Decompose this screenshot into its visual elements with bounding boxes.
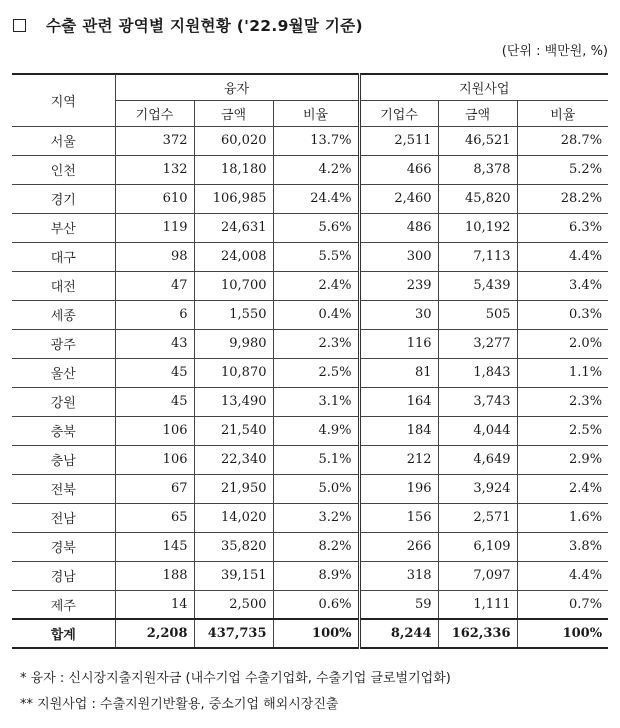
cell-support-ratio: 1.6% xyxy=(517,503,608,532)
table-row xyxy=(12,155,608,184)
cell-loan-amount: 14,020 xyxy=(194,503,273,532)
cell-support-count: 116 xyxy=(359,329,438,358)
cell-loan-amount: 106,985 xyxy=(194,184,273,213)
cell-support-ratio: 28.2% xyxy=(517,184,608,213)
cell-support-count: 30 xyxy=(359,300,438,329)
cell-loan-ratio: 2.4% xyxy=(273,271,359,300)
total-loan-ratio: 100% xyxy=(273,619,359,648)
table-row xyxy=(12,416,608,445)
unit-note: (단위 : 백만원, %) xyxy=(501,44,608,59)
cell-loan-amount: 21,950 xyxy=(194,474,273,503)
cell-loan-ratio: 5.6% xyxy=(273,213,359,242)
cell-support-amount: 7,097 xyxy=(438,561,517,590)
cell-support-amount: 1,843 xyxy=(438,358,517,387)
table-row xyxy=(12,300,608,329)
footnotes xyxy=(20,666,451,718)
cell-loan-amount: 2,500 xyxy=(194,590,273,619)
cell-support-count: 212 xyxy=(359,445,438,474)
cell-support-amount: 505 xyxy=(438,300,517,329)
cell-loan-amount: 22,340 xyxy=(194,445,273,474)
total-support-amount: 162,336 xyxy=(438,619,517,648)
cell-loan-amount: 1,550 xyxy=(194,300,273,329)
cell-support-amount: 4,044 xyxy=(438,416,517,445)
cell-loan-ratio: 4.2% xyxy=(273,155,359,184)
cell-loan-ratio: 8.2% xyxy=(273,532,359,561)
cell-loan-count: 188 xyxy=(115,561,194,590)
header-group-loan: 융자 xyxy=(115,74,359,100)
cell-loan-count: 372 xyxy=(115,126,194,155)
total-loan-count: 2,208 xyxy=(115,619,194,648)
cell-region: 서울 xyxy=(12,126,115,155)
cell-loan-amount: 24,631 xyxy=(194,213,273,242)
cell-support-ratio: 2.3% xyxy=(517,387,608,416)
cell-loan-count: 145 xyxy=(115,532,194,561)
cell-loan-ratio: 8.9% xyxy=(273,561,359,590)
cell-support-amount: 1,111 xyxy=(438,590,517,619)
cell-support-ratio: 2.0% xyxy=(517,329,608,358)
cell-loan-amount: 21,540 xyxy=(194,416,273,445)
cell-loan-count: 43 xyxy=(115,329,194,358)
cell-region: 세종 xyxy=(12,300,115,329)
cell-region: 충북 xyxy=(12,416,115,445)
cell-support-count: 59 xyxy=(359,590,438,619)
cell-loan-ratio: 3.1% xyxy=(273,387,359,416)
cell-region: 대구 xyxy=(12,242,115,271)
cell-region: 대전 xyxy=(12,271,115,300)
checkbox-square-icon xyxy=(13,19,26,32)
header-loan-count: 기업수 xyxy=(115,100,194,126)
cell-support-ratio: 5.2% xyxy=(517,155,608,184)
footnote-loan: * 융자 : 신시장지출지원자금 (내수기업 수출기업화, 수출기업 글로벌기업화) xyxy=(20,671,451,686)
total-label: 합계 xyxy=(12,619,115,648)
cell-loan-ratio: 5.5% xyxy=(273,242,359,271)
cell-loan-ratio: 13.7% xyxy=(273,126,359,155)
cell-region: 경북 xyxy=(12,532,115,561)
cell-support-ratio: 28.7% xyxy=(517,126,608,155)
cell-support-amount: 45,820 xyxy=(438,184,517,213)
cell-support-ratio: 2.5% xyxy=(517,416,608,445)
cell-loan-ratio: 5.1% xyxy=(273,445,359,474)
cell-support-amount: 7,113 xyxy=(438,242,517,271)
cell-support-ratio: 2.4% xyxy=(517,474,608,503)
cell-loan-amount: 35,820 xyxy=(194,532,273,561)
table-row xyxy=(12,503,608,532)
cell-loan-count: 14 xyxy=(115,590,194,619)
cell-support-amount: 3,924 xyxy=(438,474,517,503)
cell-region: 인천 xyxy=(12,155,115,184)
cell-region: 강원 xyxy=(12,387,115,416)
cell-support-amount: 3,277 xyxy=(438,329,517,358)
cell-support-ratio: 0.3% xyxy=(517,300,608,329)
total-support-count: 8,244 xyxy=(359,619,438,648)
cell-support-count: 300 xyxy=(359,242,438,271)
header-loan-ratio: 비율 xyxy=(273,100,359,126)
cell-loan-count: 6 xyxy=(115,300,194,329)
cell-loan-count: 98 xyxy=(115,242,194,271)
cell-loan-count: 106 xyxy=(115,416,194,445)
cell-support-amount: 10,192 xyxy=(438,213,517,242)
cell-loan-count: 45 xyxy=(115,387,194,416)
cell-loan-count: 132 xyxy=(115,155,194,184)
cell-loan-ratio: 0.6% xyxy=(273,590,359,619)
header-region: 지역 xyxy=(12,74,115,126)
cell-loan-amount: 10,700 xyxy=(194,271,273,300)
regional-support-table xyxy=(12,73,608,649)
table-row xyxy=(12,271,608,300)
cell-support-count: 266 xyxy=(359,532,438,561)
cell-support-amount: 2,571 xyxy=(438,503,517,532)
cell-support-amount: 3,743 xyxy=(438,387,517,416)
table-row xyxy=(12,213,608,242)
cell-loan-amount: 60,020 xyxy=(194,126,273,155)
cell-region: 경기 xyxy=(12,184,115,213)
document-title: 수출 관련 광역별 지원현황 ('22.9월말 기준) xyxy=(46,17,363,35)
header-group-support: 지원사업 xyxy=(359,74,608,100)
cell-loan-count: 67 xyxy=(115,474,194,503)
cell-support-ratio: 4.4% xyxy=(517,561,608,590)
table-row xyxy=(12,387,608,416)
cell-support-ratio: 3.8% xyxy=(517,532,608,561)
cell-loan-count: 106 xyxy=(115,445,194,474)
cell-support-ratio: 2.9% xyxy=(517,445,608,474)
cell-support-count: 164 xyxy=(359,387,438,416)
cell-loan-ratio: 0.4% xyxy=(273,300,359,329)
cell-support-ratio: 0.7% xyxy=(569,596,603,612)
cell-support-count: 156 xyxy=(359,503,438,532)
cell-region: 경남 xyxy=(12,561,115,590)
cell-loan-count: 119 xyxy=(115,213,194,242)
cell-loan-count: 47 xyxy=(115,271,194,300)
cell-loan-amount: 9,980 xyxy=(194,329,273,358)
cell-loan-amount: 39,151 xyxy=(194,561,273,590)
total-support-ratio: 100% xyxy=(517,619,608,648)
cell-support-count: 2,460 xyxy=(359,184,438,213)
cell-support-count: 486 xyxy=(359,213,438,242)
header-support-ratio: 비율 xyxy=(517,100,608,126)
cell-support-ratio: 1.1% xyxy=(517,358,608,387)
cell-support-count: 2,511 xyxy=(359,126,438,155)
cell-support-amount: 5,439 xyxy=(438,271,517,300)
table-row xyxy=(12,358,608,387)
cell-loan-count: 45 xyxy=(115,358,194,387)
cell-loan-count: 610 xyxy=(115,184,194,213)
cell-support-count: 81 xyxy=(359,358,438,387)
table-row xyxy=(12,590,608,619)
header-support-amount: 금액 xyxy=(438,100,517,126)
footnote-support: ** 지원사업 : 수출지원기반활용, 중소기업 해외시장진출 xyxy=(20,697,339,712)
cell-support-count: 239 xyxy=(359,271,438,300)
cell-loan-ratio: 2.3% xyxy=(273,329,359,358)
header-support-count: 기업수 xyxy=(359,100,438,126)
cell-support-ratio: 4.4% xyxy=(517,242,608,271)
cell-support-count: 196 xyxy=(359,474,438,503)
cell-support-count: 318 xyxy=(359,561,438,590)
header-loan-amount: 금액 xyxy=(194,100,273,126)
table-row xyxy=(12,126,608,155)
table-row xyxy=(12,329,608,358)
table-row xyxy=(12,184,608,213)
cell-support-count: 184 xyxy=(359,416,438,445)
cell-loan-ratio: 2.5% xyxy=(273,358,359,387)
cell-support-ratio: 6.3% xyxy=(517,213,608,242)
cell-region: 울산 xyxy=(12,358,115,387)
table-row xyxy=(12,532,608,561)
cell-support-amount: 8,378 xyxy=(438,155,517,184)
cell-loan-ratio: 24.4% xyxy=(273,184,359,213)
total-loan-amount: 437,735 xyxy=(194,619,273,648)
cell-region: 전북 xyxy=(12,474,115,503)
title-row xyxy=(13,14,363,36)
cell-region: 전남 xyxy=(12,503,115,532)
table-row xyxy=(12,445,608,474)
cell-region: 제주 xyxy=(12,590,115,619)
cell-support-count: 466 xyxy=(359,155,438,184)
total-row xyxy=(12,619,608,648)
cell-loan-amount: 10,870 xyxy=(194,358,273,387)
cell-loan-ratio: 5.0% xyxy=(273,474,359,503)
cell-region: 광주 xyxy=(12,329,115,358)
cell-support-amount: 46,521 xyxy=(438,126,517,155)
cell-loan-ratio: 3.2% xyxy=(273,503,359,532)
cell-region: 부산 xyxy=(12,213,115,242)
cell-loan-count: 65 xyxy=(115,503,194,532)
cell-loan-amount: 18,180 xyxy=(194,155,273,184)
cell-loan-ratio: 4.9% xyxy=(273,416,359,445)
table-body xyxy=(12,126,608,619)
cell-support-amount: 4,649 xyxy=(438,445,517,474)
cell-loan-amount: 24,008 xyxy=(194,242,273,271)
table-row xyxy=(12,474,608,503)
cell-loan-amount: 13,490 xyxy=(194,387,273,416)
cell-support-ratio: 3.4% xyxy=(517,271,608,300)
table-row xyxy=(12,242,608,271)
cell-support-amount: 6,109 xyxy=(438,532,517,561)
cell-region: 충남 xyxy=(12,445,115,474)
table-row xyxy=(12,561,608,590)
